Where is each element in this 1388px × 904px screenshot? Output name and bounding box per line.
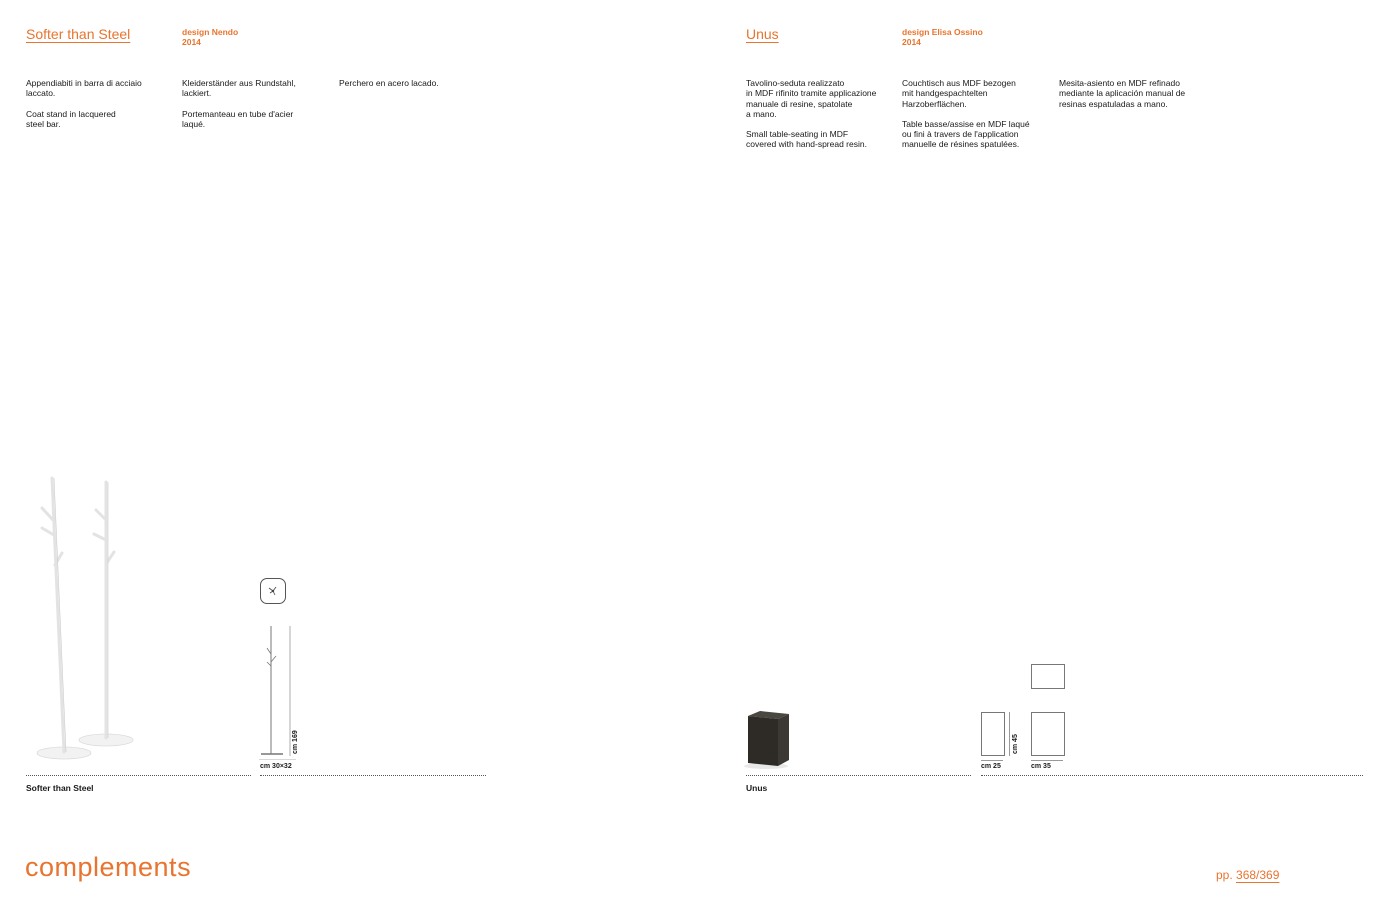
- width-dimension: cm 25: [981, 763, 1001, 770]
- pages-prefix: pp.: [1216, 868, 1233, 882]
- coat-stand-photo: [20, 470, 145, 760]
- description-fr: Table basse/assise en MDF laqué ou fini à travers de l'application manuelle de résines spatulées.: [902, 118, 1030, 150]
- product-title-unus: Unus: [746, 26, 779, 42]
- designer-credit: [902, 27, 983, 47]
- description-it: Tavolino-seduta realizzato in MDF rifinito tramite applicazione manuale di resine, spatolate a mano.: [746, 78, 877, 119]
- page-numbers: [1216, 868, 1279, 882]
- width-guide-line: [1031, 760, 1063, 761]
- description-column-3: [1059, 78, 1219, 119]
- height-dimension: cm 169: [292, 730, 299, 754]
- description-en: Small table-seating in MDF covered with hand-spread resin.: [746, 129, 867, 150]
- page-range-link[interactable]: 368/369: [1236, 868, 1280, 882]
- description-de: Kleiderständer aus Rundstahl, lackiert.: [182, 78, 296, 99]
- top-view-drawing: [1031, 664, 1065, 689]
- description-column-1: [746, 78, 901, 160]
- height-guide-line: [1009, 712, 1010, 756]
- front-view-drawing: [1031, 712, 1065, 756]
- width-dimension: cm 35: [1031, 763, 1051, 770]
- height-dimension: cm 45: [1012, 734, 1019, 754]
- divider: [26, 775, 251, 776]
- base-dimension: cm 30×32: [260, 763, 292, 770]
- section-title: complements: [25, 852, 192, 882]
- description-column-3: [339, 78, 489, 98]
- description-de: Couchtisch aus MDF bezogen mit handgespachtelten Harzoberflächen.: [902, 78, 1016, 109]
- width-guide-line: [981, 760, 1003, 761]
- description-column-1: [26, 78, 176, 139]
- description-column-2: [182, 78, 332, 139]
- designer-name: design Elisa Ossino: [902, 27, 983, 37]
- divider: [746, 775, 971, 776]
- divider: [260, 775, 486, 776]
- side-view-drawing: [981, 712, 1005, 756]
- description-column-2: [902, 78, 1057, 160]
- product-title-softer-than-steel: Softer than Steel: [26, 26, 131, 42]
- description-es: Perchero en acero lacado.: [339, 78, 439, 88]
- description-es: Mesita-asiento en MDF refinado mediante la aplicación manual de resinas espatuladas a mano.: [1059, 78, 1186, 109]
- description-fr: Portemanteau en tube d'acier laqué.: [182, 108, 294, 129]
- design-year: 2014: [182, 37, 201, 47]
- designer-credit: [182, 27, 238, 47]
- divider: [981, 775, 1363, 776]
- product-caption: Unus: [746, 783, 768, 793]
- product-caption: Softer than Steel: [26, 783, 94, 793]
- description-en: Coat stand in lacquered steel bar.: [26, 108, 116, 129]
- designer-name: design Nendo: [182, 27, 239, 37]
- unus-table-photo: [742, 708, 794, 770]
- design-year: 2014: [902, 37, 921, 47]
- description-it: Appendiabiti in barra di acciaio laccato.: [26, 78, 142, 99]
- top-view-icon: [260, 578, 286, 604]
